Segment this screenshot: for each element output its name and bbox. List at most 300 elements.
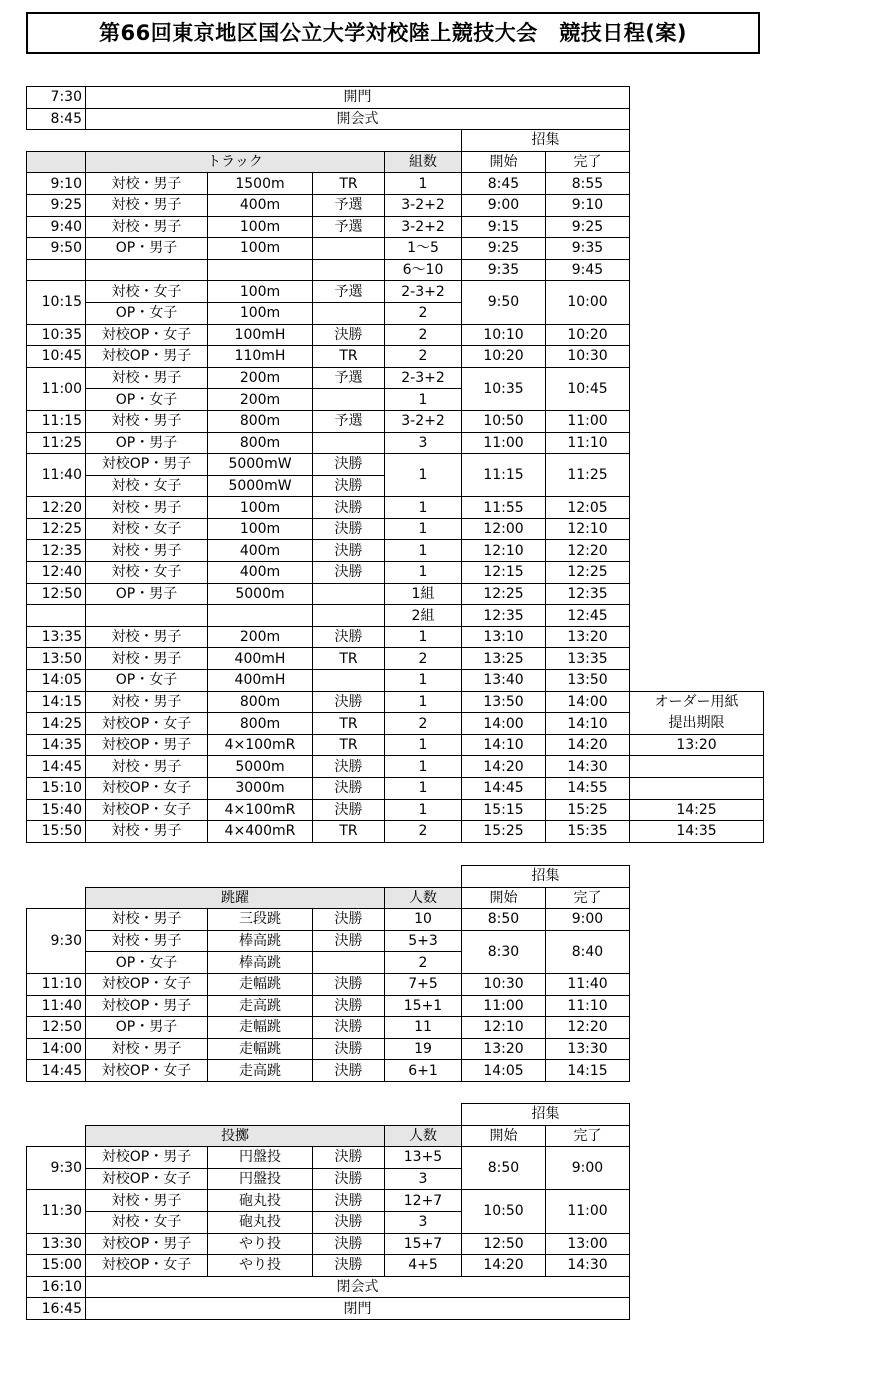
start-time-cell: 8:30 xyxy=(462,930,546,973)
start-time-cell: 12:00 xyxy=(462,518,546,540)
category-cell: 対校・女子 xyxy=(86,518,208,540)
round-cell: 予選 xyxy=(313,281,385,303)
category-cell: 対校・女子 xyxy=(86,1211,208,1233)
category-cell: OP・女子 xyxy=(86,302,208,324)
table-row xyxy=(27,324,764,346)
start-time-cell: 13:20 xyxy=(462,1038,546,1060)
heats-cell: 2 xyxy=(385,324,462,346)
round-cell: 決勝 xyxy=(313,540,385,562)
end-time-cell: 11:00 xyxy=(546,1190,630,1233)
category-cell: OP・女子 xyxy=(86,389,208,411)
table-row xyxy=(27,1233,630,1255)
heats-cell: 2-3+2 xyxy=(385,281,462,303)
category-cell: 対校OP・男子 xyxy=(86,454,208,476)
empty-cell xyxy=(630,410,764,432)
table-row xyxy=(27,130,764,152)
start-time-cell: 8:50 xyxy=(462,1147,546,1190)
people-cell: 4+5 xyxy=(385,1255,462,1277)
end-time-cell: 11:10 xyxy=(546,432,630,454)
end-time-cell: 14:30 xyxy=(546,756,630,778)
start-time-cell: 10:20 xyxy=(462,346,546,368)
deadline-cell: 13:20 xyxy=(630,734,764,756)
table-row xyxy=(27,238,764,260)
event-cell: 100m xyxy=(208,302,313,324)
end-time-cell: 13:00 xyxy=(546,1233,630,1255)
end-time-cell: 12:35 xyxy=(546,583,630,605)
category-cell: 対校・男子 xyxy=(86,821,208,843)
round-cell: 決勝 xyxy=(313,1233,385,1255)
table-row xyxy=(27,410,764,432)
category-cell: 対校・男子 xyxy=(86,216,208,238)
end-time-cell: 14:00 xyxy=(546,691,630,713)
round-cell: 決勝 xyxy=(313,973,385,995)
end-time-cell: 14:20 xyxy=(546,734,630,756)
time-cell: 14:25 xyxy=(27,713,86,735)
end-time-cell: 9:45 xyxy=(546,259,630,281)
start-time-cell: 10:35 xyxy=(462,367,546,410)
start-time-cell: 12:25 xyxy=(462,583,546,605)
start-time-cell: 12:50 xyxy=(462,1233,546,1255)
jump-schedule-table xyxy=(26,865,630,1082)
empty-cell xyxy=(630,173,764,195)
start-time-cell: 9:00 xyxy=(462,194,546,216)
end-time-cell: 14:15 xyxy=(546,1060,630,1082)
time-cell: 14:05 xyxy=(27,670,86,692)
time-cell: 7:30 xyxy=(27,87,86,109)
category-cell: 対校OP・女子 xyxy=(86,973,208,995)
people-cell: 5+3 xyxy=(385,930,462,952)
event-cell: 100m xyxy=(208,216,313,238)
start-time-cell: 13:25 xyxy=(462,648,546,670)
event-cell: 3000m xyxy=(208,778,313,800)
category-cell: 対校・男子 xyxy=(86,173,208,195)
end-time-cell: 11:00 xyxy=(546,410,630,432)
throw-schedule-table xyxy=(26,1103,630,1320)
page-title: 第66回東京地区国公立大学対校陸上競技大会 競技日程(案) xyxy=(26,12,760,54)
event-cell: 400mH xyxy=(208,670,313,692)
track-header: トラック xyxy=(86,151,385,173)
time-cell: 13:35 xyxy=(27,626,86,648)
start-time-cell: 11:55 xyxy=(462,497,546,519)
end-time-cell: 11:10 xyxy=(546,995,630,1017)
deadline-cell xyxy=(630,778,764,800)
table-row xyxy=(27,605,764,627)
table-header-row xyxy=(27,887,630,909)
event-cell: 400m xyxy=(208,562,313,584)
round-cell: 決勝 xyxy=(313,626,385,648)
heats-cell: 2 xyxy=(385,821,462,843)
heats-cell: 1 xyxy=(385,734,462,756)
start-time-cell: 13:10 xyxy=(462,626,546,648)
empty-cell xyxy=(630,346,764,368)
heats-cell: 1 xyxy=(385,799,462,821)
category-cell xyxy=(86,259,208,281)
table-row xyxy=(27,583,764,605)
call-header: 招集 xyxy=(462,1104,630,1126)
event-cell: 100mH xyxy=(208,324,313,346)
closing-label: 閉会式 xyxy=(86,1276,630,1298)
category-cell: 対校OP・男子 xyxy=(86,995,208,1017)
heats-cell: 1 xyxy=(385,691,462,713)
heats-cell: 2-3+2 xyxy=(385,367,462,389)
category-cell: OP・女子 xyxy=(86,670,208,692)
people-cell: 3 xyxy=(385,1168,462,1190)
event-cell: 5000mW xyxy=(208,454,313,476)
start-time-cell: 14:10 xyxy=(462,734,546,756)
event-cell: 走幅跳 xyxy=(208,973,313,995)
round-cell xyxy=(313,432,385,454)
deadline-cell: 14:35 xyxy=(630,821,764,843)
round-cell: 決勝 xyxy=(313,1168,385,1190)
event-cell: 砲丸投 xyxy=(208,1211,313,1233)
time-cell: 14:45 xyxy=(27,1060,86,1082)
event-cell: 100m xyxy=(208,518,313,540)
event-cell: 800m xyxy=(208,691,313,713)
heats-cell: 1 xyxy=(385,670,462,692)
table-row xyxy=(27,1298,630,1320)
people-cell: 19 xyxy=(385,1038,462,1060)
heats-cell: 2 xyxy=(385,648,462,670)
empty-cell xyxy=(630,475,764,497)
event-cell: 100m xyxy=(208,281,313,303)
time-cell: 11:40 xyxy=(27,454,86,497)
table-row xyxy=(27,497,764,519)
event-cell: 4×100mR xyxy=(208,734,313,756)
start-time-cell: 12:35 xyxy=(462,605,546,627)
round-cell: 決勝 xyxy=(313,1190,385,1212)
category-cell: 対校OP・女子 xyxy=(86,799,208,821)
end-time-cell: 9:00 xyxy=(546,1147,630,1190)
category-cell: 対校OP・女子 xyxy=(86,713,208,735)
empty-cell xyxy=(630,497,764,519)
table-row xyxy=(27,1147,630,1169)
round-cell: 決勝 xyxy=(313,562,385,584)
end-time-cell: 13:50 xyxy=(546,670,630,692)
end-time-cell: 14:30 xyxy=(546,1255,630,1277)
category-cell: 対校・男子 xyxy=(86,540,208,562)
people-header: 人数 xyxy=(385,887,462,909)
event-cell: 400mH xyxy=(208,648,313,670)
heats-cell: 1 xyxy=(385,756,462,778)
people-cell: 15+1 xyxy=(385,995,462,1017)
round-cell: 予選 xyxy=(313,216,385,238)
order-note-cell: 提出期限 xyxy=(630,713,764,735)
event-cell: 走高跳 xyxy=(208,995,313,1017)
table-row xyxy=(27,691,764,713)
heats-cell: 1〜5 xyxy=(385,238,462,260)
table-row xyxy=(27,454,764,476)
start-time-cell: 10:50 xyxy=(462,410,546,432)
table-row xyxy=(27,173,764,195)
table-row xyxy=(27,432,764,454)
start-time-cell: 10:30 xyxy=(462,973,546,995)
start-time-cell: 8:50 xyxy=(462,909,546,931)
round-cell: TR xyxy=(313,821,385,843)
closing-label: 閉門 xyxy=(86,1298,630,1320)
empty-cell xyxy=(630,648,764,670)
table-row xyxy=(27,1038,630,1060)
table-row xyxy=(27,756,764,778)
event-cell: 400m xyxy=(208,194,313,216)
round-cell: 決勝 xyxy=(313,756,385,778)
time-cell: 9:30 xyxy=(27,909,86,974)
event-cell: 200m xyxy=(208,389,313,411)
end-header: 完了 xyxy=(546,151,630,173)
table-header-row xyxy=(27,1125,630,1147)
round-cell xyxy=(313,605,385,627)
time-cell: 12:40 xyxy=(27,562,86,584)
round-cell: 予選 xyxy=(313,367,385,389)
round-cell: TR xyxy=(313,346,385,368)
time-cell: 15:10 xyxy=(27,778,86,800)
empty-cell xyxy=(630,518,764,540)
event-cell: 5000m xyxy=(208,756,313,778)
event-cell: 4×400mR xyxy=(208,821,313,843)
time-cell: 13:30 xyxy=(27,1233,86,1255)
table-row xyxy=(27,1255,630,1277)
time-cell: 14:00 xyxy=(27,1038,86,1060)
round-cell xyxy=(313,259,385,281)
end-time-cell: 10:45 xyxy=(546,367,630,410)
empty-cell xyxy=(630,324,764,346)
table-row xyxy=(27,518,764,540)
heats-cell: 1組 xyxy=(385,583,462,605)
table-row xyxy=(27,626,764,648)
time-cell: 10:35 xyxy=(27,324,86,346)
round-cell: 決勝 xyxy=(313,1060,385,1082)
category-cell: 対校・男子 xyxy=(86,691,208,713)
time-cell: 11:25 xyxy=(27,432,86,454)
heats-cell: 1 xyxy=(385,389,462,411)
jumps-header: 跳躍 xyxy=(86,887,385,909)
round-cell: 決勝 xyxy=(313,497,385,519)
table-row xyxy=(27,995,630,1017)
start-time-cell: 12:10 xyxy=(462,1017,546,1039)
event-cell: 110mH xyxy=(208,346,313,368)
heats-cell: 1 xyxy=(385,454,462,497)
round-cell xyxy=(313,389,385,411)
opening-label: 開門 xyxy=(86,87,630,109)
end-time-cell: 12:05 xyxy=(546,497,630,519)
heats-cell: 3-2+2 xyxy=(385,194,462,216)
time-cell: 10:45 xyxy=(27,346,86,368)
people-cell: 11 xyxy=(385,1017,462,1039)
event-cell: 円盤投 xyxy=(208,1168,313,1190)
end-time-cell: 12:20 xyxy=(546,1017,630,1039)
time-cell: 9:30 xyxy=(27,1147,86,1190)
round-cell: 決勝 xyxy=(313,475,385,497)
time-cell: 11:10 xyxy=(27,973,86,995)
event-cell: 800m xyxy=(208,410,313,432)
end-time-cell: 10:30 xyxy=(546,346,630,368)
category-cell: 対校OP・女子 xyxy=(86,1168,208,1190)
heats-cell: 6〜10 xyxy=(385,259,462,281)
event-cell: 800m xyxy=(208,432,313,454)
event-cell: 三段跳 xyxy=(208,909,313,931)
time-cell xyxy=(27,605,86,627)
table-row xyxy=(27,799,764,821)
time-cell: 9:50 xyxy=(27,238,86,260)
start-time-cell: 10:50 xyxy=(462,1190,546,1233)
end-time-cell: 9:25 xyxy=(546,216,630,238)
round-cell: TR xyxy=(313,713,385,735)
time-cell: 15:00 xyxy=(27,1255,86,1277)
event-cell: 走高跳 xyxy=(208,1060,313,1082)
heats-cell: 1 xyxy=(385,518,462,540)
heats-cell: 1 xyxy=(385,626,462,648)
category-cell: 対校・男子 xyxy=(86,497,208,519)
table-row xyxy=(27,1276,630,1298)
table-row xyxy=(27,87,764,109)
deadline-cell: 14:25 xyxy=(630,799,764,821)
heats-cell: 1 xyxy=(385,173,462,195)
call-header: 招集 xyxy=(462,130,630,152)
heats-cell: 3 xyxy=(385,432,462,454)
time-cell: 9:25 xyxy=(27,194,86,216)
round-cell: 決勝 xyxy=(313,778,385,800)
start-time-cell: 13:50 xyxy=(462,691,546,713)
people-cell: 10 xyxy=(385,909,462,931)
time-cell: 12:35 xyxy=(27,540,86,562)
round-cell: 決勝 xyxy=(313,691,385,713)
round-cell: TR xyxy=(313,648,385,670)
table-row xyxy=(27,562,764,584)
table-row xyxy=(27,1190,630,1212)
start-time-cell: 13:40 xyxy=(462,670,546,692)
people-header: 人数 xyxy=(385,1125,462,1147)
start-time-cell: 11:00 xyxy=(462,995,546,1017)
start-time-cell: 14:20 xyxy=(462,756,546,778)
heats-cell: 2 xyxy=(385,346,462,368)
category-cell: OP・女子 xyxy=(86,952,208,974)
empty-cell xyxy=(630,302,764,324)
category-cell: 対校・男子 xyxy=(86,1038,208,1060)
time-cell: 16:10 xyxy=(27,1276,86,1298)
end-time-cell: 13:20 xyxy=(546,626,630,648)
event-cell: 400m xyxy=(208,540,313,562)
category-cell: 対校OP・男子 xyxy=(86,1233,208,1255)
empty-cell xyxy=(630,259,764,281)
time-cell: 14:35 xyxy=(27,734,86,756)
end-time-cell: 12:10 xyxy=(546,518,630,540)
table-header-row xyxy=(27,151,764,173)
event-cell: 5000mW xyxy=(208,475,313,497)
event-cell: 200m xyxy=(208,367,313,389)
table-row xyxy=(27,367,764,389)
people-cell: 12+7 xyxy=(385,1190,462,1212)
start-time-cell: 14:45 xyxy=(462,778,546,800)
end-time-cell: 12:45 xyxy=(546,605,630,627)
round-cell: 予選 xyxy=(313,194,385,216)
end-time-cell: 13:35 xyxy=(546,648,630,670)
empty-cell xyxy=(630,562,764,584)
event-cell: 砲丸投 xyxy=(208,1190,313,1212)
heats-header: 組数 xyxy=(385,151,462,173)
round-cell: 決勝 xyxy=(313,995,385,1017)
heats-cell: 2組 xyxy=(385,605,462,627)
round-cell: 決勝 xyxy=(313,930,385,952)
throws-header: 投擲 xyxy=(86,1125,385,1147)
heats-cell: 1 xyxy=(385,497,462,519)
start-time-cell: 14:20 xyxy=(462,1255,546,1277)
category-cell: 対校・男子 xyxy=(86,648,208,670)
empty-cell xyxy=(630,389,764,411)
event-cell xyxy=(208,259,313,281)
category-cell: 対校OP・女子 xyxy=(86,1060,208,1082)
round-cell: 決勝 xyxy=(313,909,385,931)
round-cell: 決勝 xyxy=(313,1255,385,1277)
heats-cell: 1 xyxy=(385,562,462,584)
table-row xyxy=(27,648,764,670)
round-cell: 決勝 xyxy=(313,1038,385,1060)
start-time-cell: 9:35 xyxy=(462,259,546,281)
heats-cell: 2 xyxy=(385,302,462,324)
round-cell: 決勝 xyxy=(313,1017,385,1039)
round-cell: 決勝 xyxy=(313,1147,385,1169)
start-time-cell: 9:15 xyxy=(462,216,546,238)
empty-cell xyxy=(630,454,764,476)
table-row xyxy=(27,281,764,303)
end-time-cell: 14:10 xyxy=(546,713,630,735)
order-note-cell: オーダー用紙 xyxy=(630,691,764,713)
event-cell: 走幅跳 xyxy=(208,1038,313,1060)
start-time-cell: 15:15 xyxy=(462,799,546,821)
people-cell: 6+1 xyxy=(385,1060,462,1082)
start-time-cell: 8:45 xyxy=(462,173,546,195)
round-cell: 決勝 xyxy=(313,799,385,821)
end-time-cell: 8:55 xyxy=(546,173,630,195)
table-row xyxy=(27,866,630,888)
start-header: 開始 xyxy=(462,151,546,173)
empty-cell xyxy=(630,281,764,303)
table-row xyxy=(27,346,764,368)
time-cell: 14:45 xyxy=(27,756,86,778)
start-time-cell: 10:10 xyxy=(462,324,546,346)
call-header: 招集 xyxy=(462,866,630,888)
event-cell: 200m xyxy=(208,626,313,648)
opening-label: 開会式 xyxy=(86,108,630,130)
event-cell: やり投 xyxy=(208,1233,313,1255)
end-time-cell: 9:00 xyxy=(546,909,630,931)
time-cell xyxy=(27,259,86,281)
event-cell: 4×100mR xyxy=(208,799,313,821)
end-time-cell: 9:10 xyxy=(546,194,630,216)
time-cell: 11:15 xyxy=(27,410,86,432)
round-cell xyxy=(313,583,385,605)
empty-cell xyxy=(630,670,764,692)
end-time-cell: 13:30 xyxy=(546,1038,630,1060)
table-row xyxy=(27,713,764,735)
round-cell xyxy=(313,302,385,324)
category-cell: 対校OP・男子 xyxy=(86,734,208,756)
time-cell: 9:40 xyxy=(27,216,86,238)
round-cell xyxy=(313,238,385,260)
start-time-cell: 11:15 xyxy=(462,454,546,497)
end-time-cell: 12:20 xyxy=(546,540,630,562)
table-row xyxy=(27,930,630,952)
end-time-cell: 8:40 xyxy=(546,930,630,973)
event-cell: 1500m xyxy=(208,173,313,195)
end-time-cell: 10:00 xyxy=(546,281,630,324)
end-header: 完了 xyxy=(546,1125,630,1147)
category-cell: OP・男子 xyxy=(86,1017,208,1039)
end-time-cell: 11:40 xyxy=(546,973,630,995)
round-cell: TR xyxy=(313,734,385,756)
category-cell: 対校OP・女子 xyxy=(86,1255,208,1277)
empty-cell xyxy=(630,216,764,238)
end-time-cell: 15:35 xyxy=(546,821,630,843)
empty-cell xyxy=(630,432,764,454)
